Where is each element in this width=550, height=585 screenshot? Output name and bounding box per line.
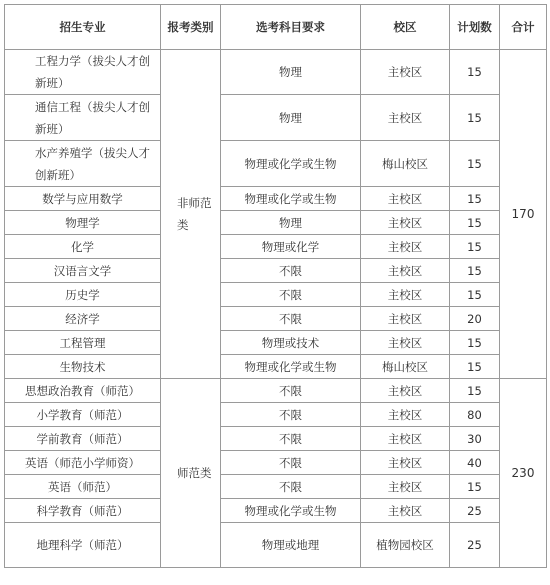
category-cell: 非师范类 (161, 50, 221, 379)
major-cell: 经济学 (5, 307, 161, 331)
table-row (5, 50, 547, 95)
major-cell: 历史学 (5, 283, 161, 307)
header-campus: 校区 (361, 5, 450, 50)
plan-cell: 15 (450, 235, 500, 259)
major-cell: 数学与应用数学 (5, 187, 161, 211)
subjects-cell: 物理或技术 (221, 331, 361, 355)
table-row (5, 331, 547, 355)
major-cell: 小学教育（师范） (5, 403, 161, 427)
major-cell: 地理科学（师范） (5, 523, 161, 568)
table-row (5, 499, 547, 523)
table-row (5, 403, 547, 427)
plan-cell: 25 (450, 523, 500, 568)
major-cell: 英语（师范） (5, 475, 161, 499)
major-cell: 英语（师范小学师资） (5, 451, 161, 475)
table-row (5, 95, 547, 141)
major-cell: 生物技术 (5, 355, 161, 379)
table-row (5, 235, 547, 259)
campus-cell: 主校区 (361, 499, 450, 523)
major-cell: 学前教育（师范） (5, 427, 161, 451)
table-row (5, 523, 547, 568)
subjects-cell: 物理 (221, 95, 361, 141)
table-row (5, 211, 547, 235)
plan-cell: 15 (450, 355, 500, 379)
major-cell: 工程力学（拔尖人才创新班） (5, 50, 161, 95)
campus-cell: 主校区 (361, 427, 450, 451)
plan-cell: 15 (450, 211, 500, 235)
table-row (5, 379, 547, 403)
plan-cell: 15 (450, 331, 500, 355)
campus-cell: 主校区 (361, 235, 450, 259)
major-cell: 工程管理 (5, 331, 161, 355)
campus-cell: 梅山校区 (361, 355, 450, 379)
subjects-cell: 物理 (221, 211, 361, 235)
subjects-cell: 物理或化学 (221, 235, 361, 259)
campus-cell: 主校区 (361, 379, 450, 403)
plan-cell: 80 (450, 403, 500, 427)
plan-cell: 15 (450, 141, 500, 187)
campus-cell: 主校区 (361, 259, 450, 283)
major-cell: 思想政治教育（师范） (5, 379, 161, 403)
campus-cell: 梅山校区 (361, 141, 450, 187)
subjects-cell: 物理或化学或生物 (221, 141, 361, 187)
major-cell: 化学 (5, 235, 161, 259)
table-row (5, 451, 547, 475)
subjects-cell: 物理或化学或生物 (221, 355, 361, 379)
plan-cell: 25 (450, 499, 500, 523)
header-subjects: 选考科目要求 (221, 5, 361, 50)
plan-cell: 30 (450, 427, 500, 451)
table-row (5, 475, 547, 499)
plan-cell: 15 (450, 50, 500, 95)
campus-cell: 主校区 (361, 403, 450, 427)
campus-cell: 植物园校区 (361, 523, 450, 568)
subjects-cell: 不限 (221, 379, 361, 403)
plan-cell: 20 (450, 307, 500, 331)
plan-cell: 15 (450, 475, 500, 499)
plan-cell: 15 (450, 95, 500, 141)
admissions-plan-table (4, 4, 547, 568)
campus-cell: 主校区 (361, 307, 450, 331)
subjects-cell: 物理或化学或生物 (221, 187, 361, 211)
plan-cell: 15 (450, 187, 500, 211)
table-row (5, 187, 547, 211)
table-row (5, 427, 547, 451)
plan-cell: 15 (450, 379, 500, 403)
total-cell: 170 (500, 50, 547, 379)
subjects-cell: 不限 (221, 307, 361, 331)
header-major: 招生专业 (5, 5, 161, 50)
subjects-cell: 不限 (221, 259, 361, 283)
header-category: 报考类别 (161, 5, 221, 50)
campus-cell: 主校区 (361, 211, 450, 235)
subjects-cell: 不限 (221, 403, 361, 427)
plan-cell: 40 (450, 451, 500, 475)
total-cell: 230 (500, 379, 547, 568)
major-cell: 通信工程（拔尖人才创新班） (5, 95, 161, 141)
campus-cell: 主校区 (361, 331, 450, 355)
table-row (5, 355, 547, 379)
major-cell: 科学教育（师范） (5, 499, 161, 523)
major-cell: 汉语言文学 (5, 259, 161, 283)
plan-cell: 15 (450, 283, 500, 307)
campus-cell: 主校区 (361, 95, 450, 141)
subjects-cell: 不限 (221, 451, 361, 475)
major-cell: 水产养殖学（拔尖人才创新班） (5, 141, 161, 187)
subjects-cell: 物理或化学或生物 (221, 499, 361, 523)
table-row (5, 141, 547, 187)
major-cell: 物理学 (5, 211, 161, 235)
campus-cell: 主校区 (361, 475, 450, 499)
category-cell: 师范类 (161, 379, 221, 568)
table-row (5, 307, 547, 331)
subjects-cell: 不限 (221, 283, 361, 307)
subjects-cell: 不限 (221, 475, 361, 499)
table-row (5, 259, 547, 283)
subjects-cell: 不限 (221, 427, 361, 451)
campus-cell: 主校区 (361, 50, 450, 95)
campus-cell: 主校区 (361, 187, 450, 211)
subjects-cell: 物理或地理 (221, 523, 361, 568)
table-header-row (5, 5, 547, 50)
plan-cell: 15 (450, 259, 500, 283)
campus-cell: 主校区 (361, 451, 450, 475)
campus-cell: 主校区 (361, 283, 450, 307)
header-total: 合计 (500, 5, 547, 50)
subjects-cell: 物理 (221, 50, 361, 95)
table-row (5, 283, 547, 307)
header-plan: 计划数 (450, 5, 500, 50)
